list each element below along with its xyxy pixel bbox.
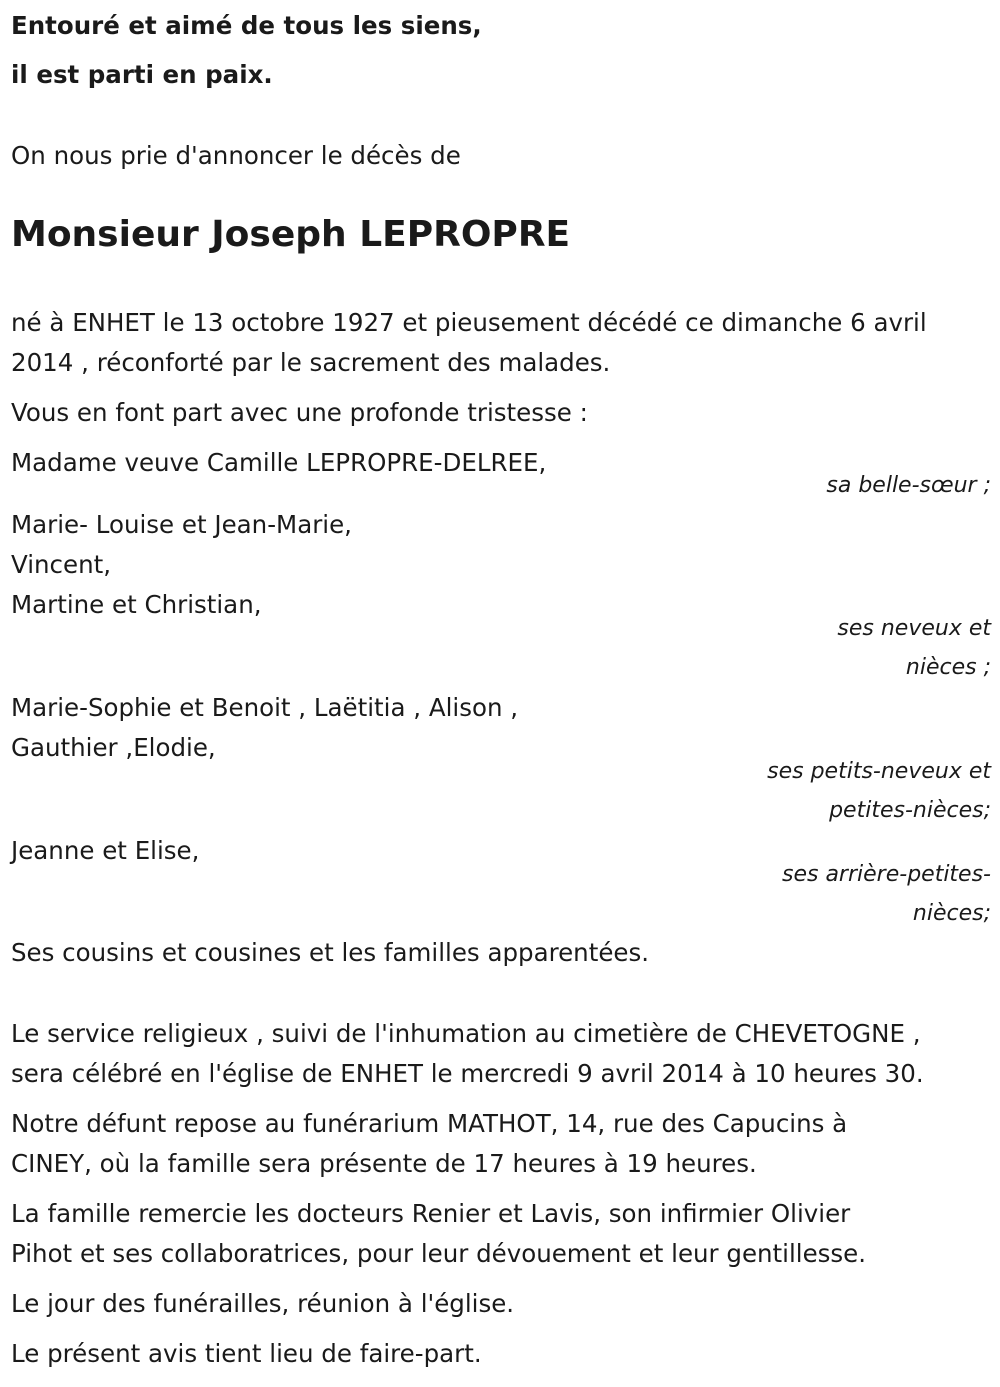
- family-name-line: Madame veuve Camille LEPROPRE-DELREE,: [11, 448, 547, 477]
- service-line-2: sera célébré en l'église de ENHET le mercredi 9 avril 2014 à 10 heures 30.: [11, 1059, 924, 1088]
- family-name-line: Martine et Christian,: [11, 590, 262, 619]
- thanks-line-2: Pihot et ses collaboratrices, pour leur dévouement et leur gentillesse.: [11, 1239, 867, 1268]
- family-role: nièces ;: [905, 655, 991, 680]
- cousins-line: Ses cousins et cousines et les familles apparentées.: [11, 938, 650, 967]
- family-role: nièces;: [912, 901, 991, 926]
- family-name-line: Vincent,: [11, 550, 112, 579]
- family-name-line: Gauthier ,Elodie,: [11, 733, 216, 762]
- family-name-line: Marie- Louise et Jean-Marie,: [11, 510, 352, 539]
- intro-line-1: Entouré et aimé de tous les siens,: [11, 11, 482, 40]
- thanks-line-1: La famille remercie les docteurs Renier et Lavis, son infirmier Olivier: [11, 1199, 851, 1228]
- closing-line: Le présent avis tient lieu de faire-part.: [11, 1339, 482, 1368]
- service-line-1: Le service religieux , suivi de l'inhumation au cimetière de CHEVETOGNE ,: [11, 1019, 921, 1048]
- family-role: petites-nièces;: [829, 798, 991, 823]
- birth-death-line-2: 2014 , réconforté par le sacrement des malades.: [11, 348, 611, 377]
- family-name-line: Jeanne et Elise,: [11, 836, 200, 865]
- family-role: ses neveux et: [837, 616, 991, 641]
- part-intro: Vous en font part avec une profonde tristesse :: [11, 398, 588, 427]
- intro-line-2: il est parti en paix.: [11, 60, 273, 89]
- deceased-name: Monsieur Joseph LEPROPRE: [11, 214, 571, 255]
- family-name-line: Marie-Sophie et Benoit , Laëtitia , Alison ,: [11, 693, 519, 722]
- family-role: ses petits-neveux et: [767, 759, 991, 784]
- family-role: sa belle-sœur ;: [826, 473, 991, 498]
- funeral-home-line-2: CINEY, où la famille sera présente de 17 heures à 19 heures.: [11, 1149, 757, 1178]
- reunion-line: Le jour des funérailles, réunion à l'église.: [11, 1289, 515, 1318]
- announcement-text: On nous prie d'annoncer le décès de: [11, 141, 461, 170]
- funeral-home-line-1: Notre défunt repose au funérarium MATHOT, 14, rue des Capucins à: [11, 1109, 848, 1138]
- family-role: ses arrière-petites-: [782, 862, 991, 887]
- birth-death-line-1: né à ENHET le 13 octobre 1927 et pieusement décédé ce dimanche 6 avril: [11, 308, 927, 337]
